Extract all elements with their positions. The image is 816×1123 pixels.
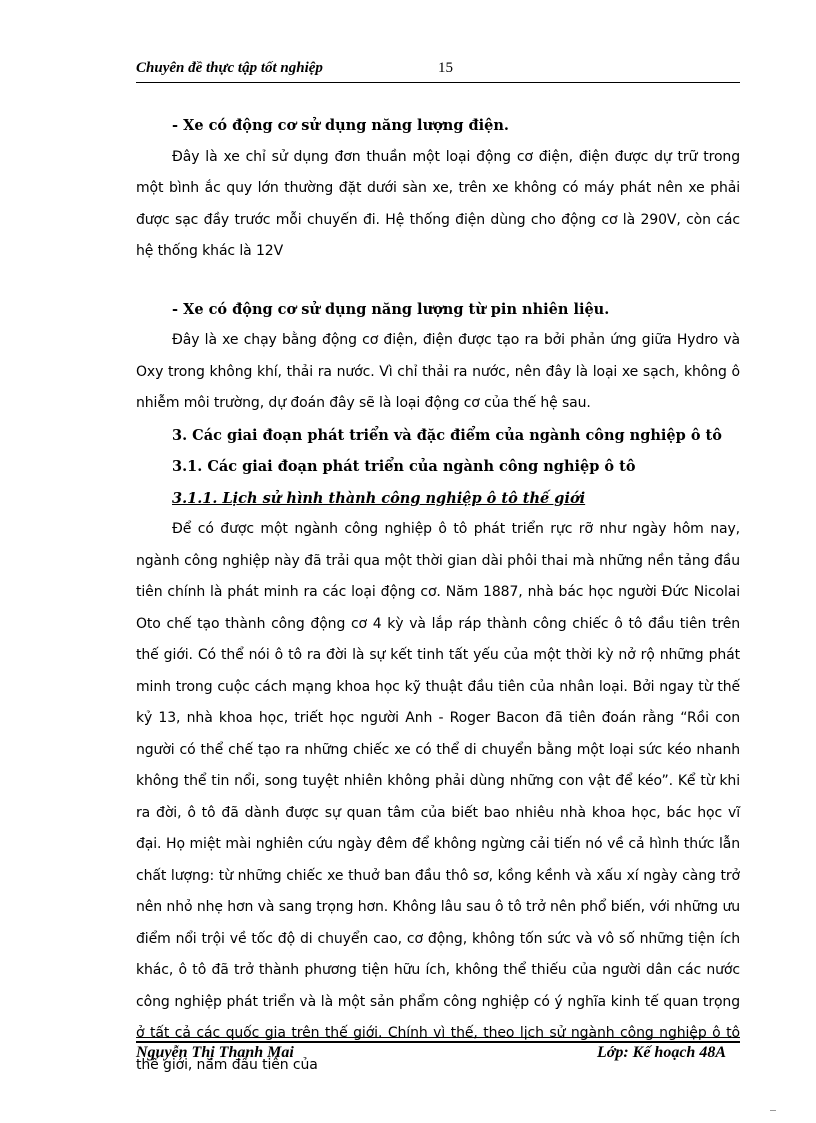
page-header — [136, 58, 740, 82]
footer-divider — [136, 1037, 740, 1043]
section-heading-3-1-1: 3.1.1. Lịch sử hình thành công nghiệp ô tô thế giới — [172, 489, 586, 507]
section-heading-fuel-cell: - Xe có động cơ sử dụng năng lượng từ pin nhiên liệu. — [172, 300, 610, 318]
footer-author: Nguyễn Thị Thanh Mai — [136, 1044, 294, 1061]
footer-class: Lớp: Kế hoạch 48A — [596, 1044, 726, 1061]
crop-mark — [770, 1110, 776, 1111]
document-body — [136, 110, 740, 1081]
paragraph-electric: Đây là xe chỉ sử dụng đơn thuần một loại động cơ điện, điện được dự trữ trong một bình ắc quy lớn thường đặt dưới sàn xe, trên xe không có máy phát nên xe phải được sạc đầy trước mỗi chuyến đi. Hệ thống điện dùng cho động cơ là 290V, còn các hệ thống khác là 12V — [136, 148, 740, 259]
spacer — [136, 268, 740, 294]
section-heading-3: 3. Các giai đoạn phát triển và đặc điểm của ngành công nghiệp ô tô — [172, 426, 722, 444]
section-heading-electric: - Xe có động cơ sử dụng năng lượng điện. — [172, 117, 509, 134]
page-footer — [136, 1044, 740, 1068]
header-title: Chuyên đề thực tập tốt nghiệp — [136, 60, 323, 76]
header-divider — [136, 82, 740, 83]
paragraph-fuel-cell: Đây là xe chạy bằng động cơ điện, điện được tạo ra bởi phản ứng giữa Hydro và Oxy trong không khí, thải ra nước. Vì chỉ thải ra nước, nên đây là loại xe sạch, không ô nhiễm môi trường, dự đoán đây sẽ là loại động cơ của thế hệ sau. — [136, 332, 740, 411]
section-heading-3-1: 3.1. Các giai đoạn phát triển của ngành công nghiệp ô tô — [172, 458, 636, 475]
page-number: 15 — [438, 60, 453, 76]
paragraph-history: Để có được một ngành công nghiệp ô tô phát triển rực rỡ như ngày hôm nay, ngành công nghiệp này đã trải qua một thời gian dài phôi thai mà những nền tảng đầu tiên chính là phát minh ra các loại động cơ. Năm 1887, nhà bác học người Đức Nicolai Oto chế tạo thành công động cơ 4 kỳ và lắp ráp thành công chiếc ô tô đầu tiên trên thế giới. Có thể nói ô tô ra đời là sự kết tinh tất yếu của một thời kỳ nở rộ những phát minh trong cuộc cách mạng khoa học kỹ thuật đầu tiên của nhân loại. Bởi ngay từ thế kỷ 13, nhà khoa học, triết học người Anh - Roger Bacon đã tiên đoán rằng “Rồi con người có thể chế tạo ra những chiếc xe có thể di chuyển bằng một loại sức kéo nhanh không thể tin nổi, song tuyệt nhiên không phải dùng những con vật để kéo”. Kể từ khi ra đời, ô tô đã dành được sự quan tâm của biết bao nhiêu nhà khoa học, bác học vĩ đại. Họ miệt mài nghiên cứu ngày đêm để không ngừng cải tiến nó về cả hình thức lẫn chất lượng: từ những chiếc xe thuở ban đầu thô sơ, kồng kềnh và xấu xí ngày càng trở nên nhỏ nhẹ hơn và sang trọng hơn. Không lâu sau ô tô trở nên phổ biến, với những ưu điểm nổi trội về tốc độ di chuyển cao, cơ động, không tốn sức và vô số những tiện ích khác, ô tô đã trở thành phương tiện hữu ích, không thể thiếu của người dân các nước công nghiệp phát triển và là một sản phẩm công nghiệp có ý nghĩa kinh tế quan trọng ở tất cả các quốc gia trên thế giới. Chính vì thế, theo lịch sử ngành công nghiệp ô tô thế giới, năm đầu tiên của — [136, 521, 740, 1073]
